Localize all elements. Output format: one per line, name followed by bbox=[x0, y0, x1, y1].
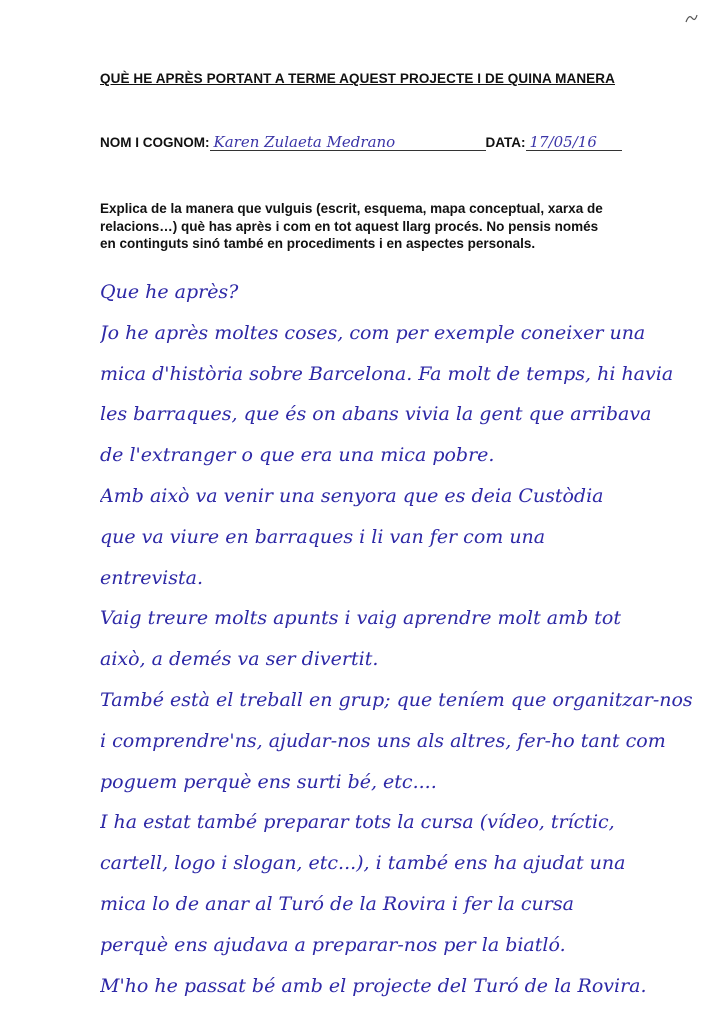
name-date-row bbox=[100, 134, 622, 151]
handwritten-line: això, a demés va ser divertit. bbox=[100, 648, 379, 671]
handwritten-line: entrevista. bbox=[100, 566, 204, 589]
instructions-line: Explica de la manera que vulguis (escrit, esquema, mapa conceptual, xarxa de bbox=[100, 201, 603, 216]
name-label: NOM I COGNOM: bbox=[100, 135, 210, 150]
instructions-line: relacions…) què has après i com en tot aquest llarg procés. No pensis només bbox=[100, 218, 599, 234]
date-label: DATA: bbox=[485, 135, 526, 150]
handwritten-line: Vaig treure molts apunts i vaig aprendre molt amb tot bbox=[100, 607, 621, 630]
handwritten-line: que va viure en barraques i li van fer com una bbox=[100, 525, 546, 548]
handwritten-line: de l'extranger o que era una mica pobre. bbox=[100, 444, 495, 467]
instructions-line: en continguts sinó també en procediments i en aspectes personals. bbox=[100, 236, 536, 251]
instructions-text bbox=[100, 200, 640, 253]
handwritten-line: I ha estat també preparar tots la cursa (vídeo, tríctic, bbox=[100, 811, 615, 834]
handwritten-line: cartell, logo i slogan, etc...), i també ens ha ajudat una bbox=[100, 852, 626, 875]
handwritten-line: També està el treball en grup; que teníem que organitzar-nos bbox=[100, 688, 693, 711]
corner-scribble-mark bbox=[684, 12, 698, 24]
handwritten-line: mica d'història sobre Barcelona. Fa molt de temps, hi havia bbox=[100, 362, 674, 385]
handwritten-line: poguem perquè ens surti bé, etc.... bbox=[100, 770, 437, 793]
handwritten-line: perquè ens ajudava a preparar-nos per la biatló. bbox=[100, 933, 566, 956]
handwritten-line: M'ho he passat bé amb el projecte del Turó de la Rovira. bbox=[100, 974, 647, 997]
worksheet-title: QUÈ HE APRÈS PORTANT A TERME AQUEST PROJECTE I DE QUINA MANERA bbox=[100, 71, 615, 86]
handwritten-line: Amb això va venir una senyora que es deia Custòdia bbox=[100, 484, 604, 507]
handwritten-line: Que he après? bbox=[100, 281, 239, 303]
name-field: Karen Zulaeta Medrano bbox=[210, 134, 486, 151]
handwritten-answer bbox=[100, 272, 714, 1006]
handwritten-line: Jo he après moltes coses, com per exemple coneixer una bbox=[100, 321, 646, 344]
handwritten-line: mica lo de anar al Turó de la Rovira i fer la cursa bbox=[100, 892, 574, 915]
handwritten-line: les barraques, que és on abans vivia la gent que arribava bbox=[100, 403, 652, 426]
date-field: 17/05/16 bbox=[526, 134, 622, 151]
handwritten-line: i comprendre'ns, ajudar-nos uns als altres, fer-ho tant com bbox=[100, 729, 666, 752]
